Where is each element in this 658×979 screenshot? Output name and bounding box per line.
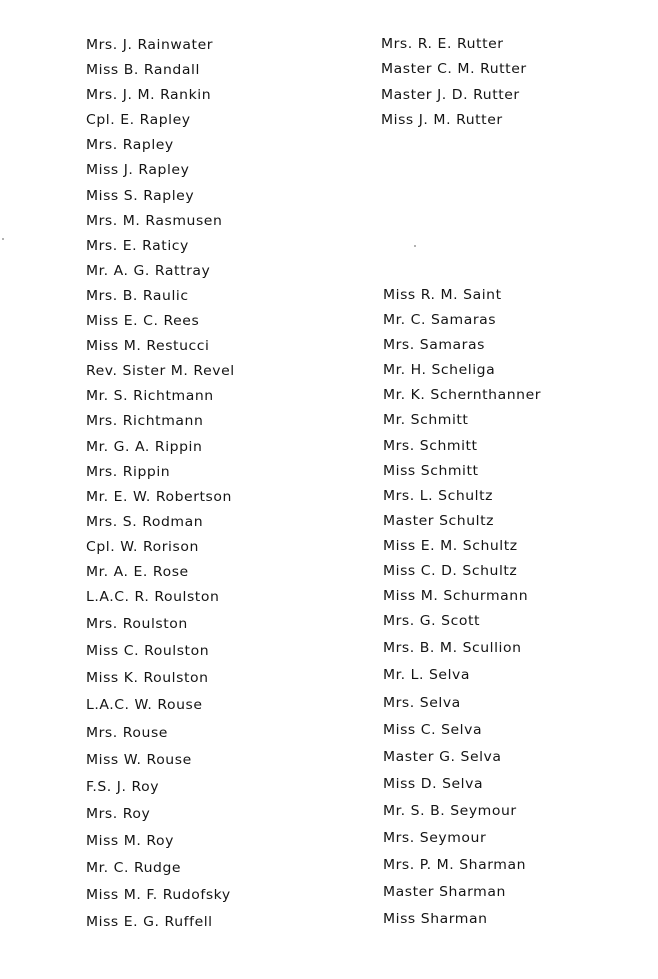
name-entry: Master Sharman [383, 884, 506, 900]
name-entry: Mrs. Selva [383, 695, 461, 711]
name-entry: Mrs. Rouse [86, 725, 168, 741]
name-entry: Mrs. Richtmann [86, 414, 204, 430]
name-entry: Miss M. Restucci [86, 338, 210, 354]
name-entry: Miss S. Rapley [86, 188, 195, 204]
name-entry: Mrs. R. E. Rutter [381, 36, 504, 52]
name-column-left [86, 35, 235, 939]
name-entry: Miss J. M. Rutter [381, 112, 503, 128]
name-entry: Mr. S. Richtmann [86, 389, 214, 404]
name-entry: Master C. M. Rutter [381, 62, 527, 77]
name-entry: Cpl. E. Rapley [86, 113, 191, 128]
name-column-right-bottom [383, 285, 541, 936]
name-entry: Miss E. M. Schultz [383, 538, 518, 554]
name-entry: Miss E. C. Rees [86, 313, 200, 329]
name-entry: Miss Sharman [383, 912, 488, 927]
name-entry: Mrs. E. Raticy [86, 238, 189, 254]
name-entry: Mrs. Seymour [383, 830, 487, 846]
name-entry: Master G. Selva [383, 749, 502, 765]
name-entry: Mr. S. B. Seymour [383, 803, 517, 819]
name-entry: Mrs. Rippin [86, 464, 171, 480]
name-entry: Miss W. Rouse [86, 752, 192, 768]
name-entry: Miss C. Selva [383, 722, 483, 738]
name-column-right-top [381, 34, 527, 135]
name-entry: Mrs. Roulston [86, 616, 188, 632]
name-entry: Miss J. Rapley [86, 163, 190, 179]
name-entry: Mr. K. Schernthanner [383, 388, 542, 403]
name-entry: Mrs. J. M. Rankin [86, 87, 212, 103]
name-entry: Mr. A. G. Rattray [86, 263, 211, 279]
name-entry: Mr. H. Scheliga [383, 363, 496, 378]
name-entry: Mrs. B. M. Scullion [383, 641, 522, 657]
name-entry: Miss M. Schurmann [383, 588, 529, 604]
name-entry: Miss B. Randall [86, 62, 200, 78]
name-entry: Mrs. P. M. Sharman [383, 857, 527, 873]
name-entry: Miss K. Roulston [86, 671, 209, 687]
name-entry: Mrs. M. Rasmusen [86, 213, 223, 229]
name-entry: Mrs. Samaras [383, 337, 485, 353]
name-entry: Mr. Schmitt [383, 413, 469, 429]
scan-speck [414, 245, 416, 247]
name-entry: Mrs. G. Scott [383, 614, 481, 629]
name-entry: Mrs. Roy [86, 806, 151, 822]
name-entry: Miss D. Selva [383, 776, 484, 792]
name-entry: Master Schultz [383, 513, 495, 529]
name-entry: Rev. Sister M. Revel [86, 363, 235, 379]
name-entry: Mr. A. E. Rose [86, 564, 189, 580]
name-entry: Mr. E. W. Robertson [86, 489, 232, 505]
name-entry: Mrs. Schmitt [383, 438, 478, 454]
name-entry: Miss E. G. Ruffell [86, 914, 213, 930]
name-entry: Mrs. L. Schultz [383, 488, 494, 504]
name-entry: F.S. J. Roy [86, 779, 160, 795]
name-entry: Miss M. F. Rudofsky [86, 887, 231, 903]
name-entry: Miss C. D. Schultz [383, 563, 518, 579]
name-entry: L.A.C. W. Rouse [86, 698, 203, 714]
name-entry: Miss C. Roulston [86, 644, 210, 659]
name-entry: Miss R. M. Saint [383, 287, 502, 303]
name-entry: Mrs. Rapley [86, 138, 174, 153]
name-entry: Mrs. S. Rodman [86, 514, 204, 530]
name-entry: L.A.C. R. Roulston [86, 589, 220, 605]
name-entry: Mr. L. Selva [383, 668, 471, 684]
scan-speck [2, 238, 4, 240]
name-entry: Master J. D. Rutter [381, 87, 520, 103]
name-entry: Mr. C. Rudge [86, 860, 182, 876]
name-entry: Miss Schmitt [383, 463, 479, 479]
name-entry: Miss M. Roy [86, 833, 174, 849]
name-entry: Mr. G. A. Rippin [86, 439, 203, 455]
name-entry: Mrs. J. Rainwater [86, 37, 214, 53]
name-entry: Mrs. B. Raulic [86, 288, 189, 304]
name-entry: Cpl. W. Rorison [86, 539, 199, 555]
name-entry: Mr. C. Samaras [383, 312, 497, 328]
